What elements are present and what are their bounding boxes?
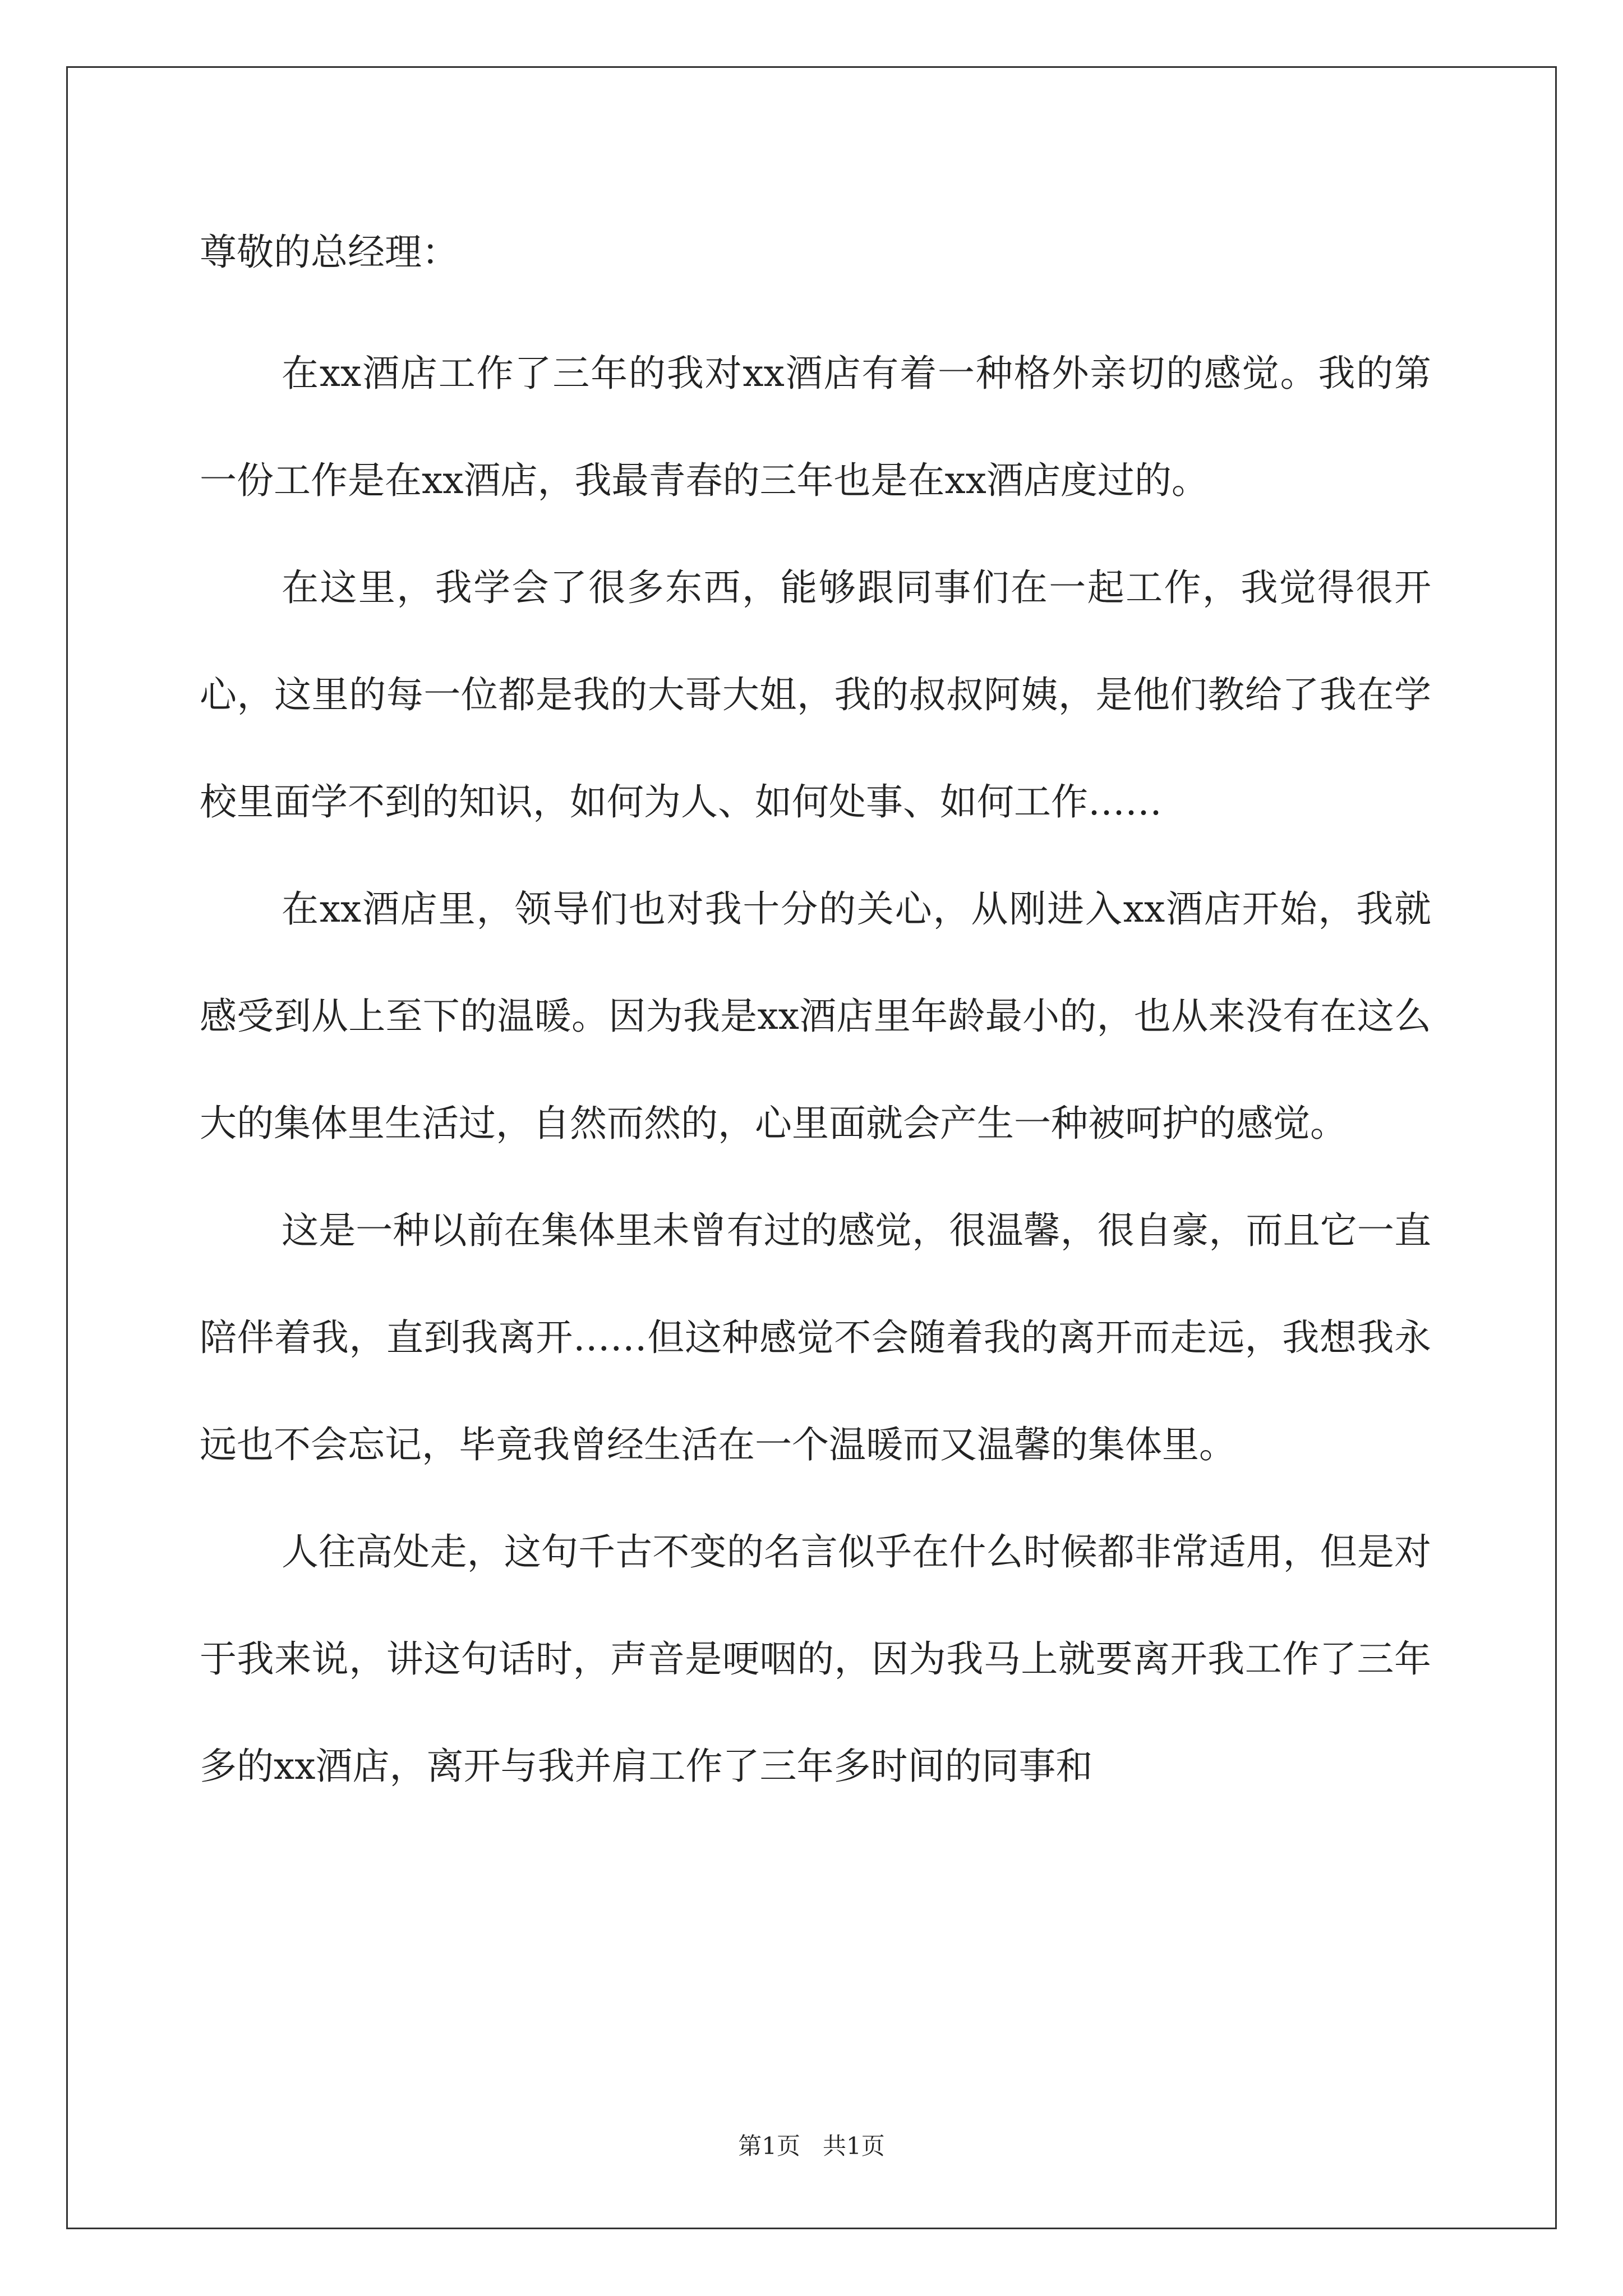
paragraph-2: 在这里，我学会了很多东西，能够跟同事们在一起工作，我觉得很开心，这里的每一位都是我的大哥大姐，我的叔叔阿姨，是他们教给了我在学校里面学不到的知识，如何为人、如何处事、如何工作……	[200, 566, 1431, 823]
paragraph-1: 在xx酒店工作了三年的我对xx酒店有着一种格外亲切的感觉。我的第一份工作是在xx酒店，我最青春的三年也是在xx酒店度过的。	[200, 352, 1431, 502]
page-footer	[0, 2128, 1623, 2161]
document-body	[200, 213, 1431, 1820]
page-number: 第1页	[738, 2132, 800, 2160]
paragraph-3: 在xx酒店里，领导们也对我十分的关心，从刚进入xx酒店开始，我就感受到从上至下的温暖。因为我是xx酒店里年龄最小的，也从来没有在这么大的集体里生活过，自然而然的，心里面就会产生一种被呵护的感觉。	[200, 887, 1431, 1145]
page-total: 共1页	[823, 2132, 885, 2160]
paragraph-4: 这是一种以前在集体里未曾有过的感觉，很温馨，很自豪，而且它一直陪伴着我，直到我离开……但这种感觉不会随着我的离开而走远，我想我永远也不会忘记，毕竟我曾经生活在一个温暖而又温馨的集体里。	[200, 1209, 1431, 1466]
paragraph-5: 人往高处走，这句千古不变的名言似乎在什么时候都非常适用，但是对于我来说，讲这句话时，声音是哽咽的，因为我马上就要离开我工作了三年多的xx酒店，离开与我并肩工作了三年多时间的同事和	[200, 1530, 1431, 1788]
greeting: 尊敬的总经理：	[200, 231, 459, 274]
